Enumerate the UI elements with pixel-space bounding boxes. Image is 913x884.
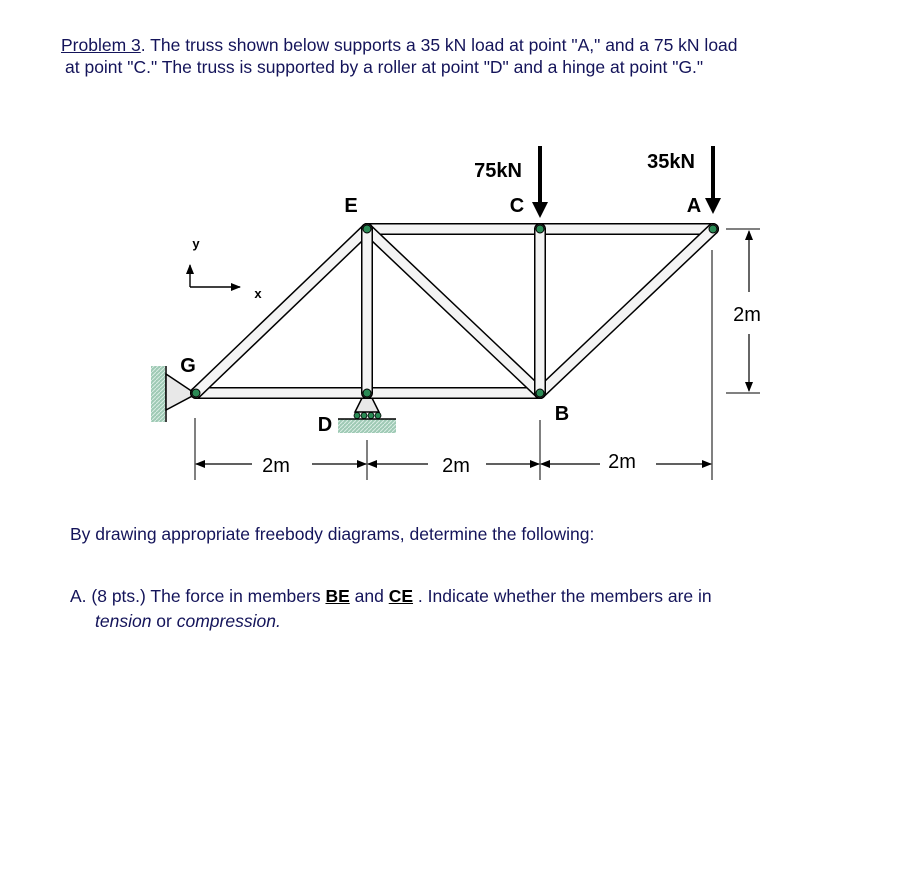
ground-hatch xyxy=(338,419,396,433)
roller-wheel xyxy=(368,413,374,419)
wall-hatch xyxy=(151,366,165,422)
node-label-b: B xyxy=(554,403,570,425)
node-label-g: G xyxy=(180,355,196,377)
pin-d xyxy=(363,389,371,397)
load-label-a: 35kN xyxy=(647,151,695,173)
pin-g xyxy=(192,389,200,397)
node-label-e: E xyxy=(344,195,358,217)
x-axis-label: x xyxy=(254,286,262,301)
pin-b xyxy=(536,389,544,397)
horizontal-dimensions xyxy=(195,250,712,480)
question-or: or xyxy=(151,611,177,631)
node-label-c: C xyxy=(509,195,525,217)
vertical-dimension xyxy=(726,229,761,393)
question-prefix: A. (8 pts.) The force in members xyxy=(70,586,326,606)
node-label-a: A xyxy=(686,195,702,217)
roller-wheel xyxy=(361,413,367,419)
roller-wheel xyxy=(354,413,360,419)
node-label-d: D xyxy=(317,414,333,436)
question-line-1 xyxy=(70,584,830,609)
roller-wheel xyxy=(375,413,381,419)
coordinate-axes xyxy=(190,236,262,301)
pin-e xyxy=(363,225,371,233)
member-ba xyxy=(540,229,713,393)
problem-line-1-text: . The truss shown below supports a 35 kN load at point "A," and a 75 kN load xyxy=(140,35,738,55)
problem-line-2: at point "C." The truss is supported by a roller at point "D" and a hinge at point "G." xyxy=(65,57,704,77)
tension-word: tension xyxy=(95,611,152,631)
height-label: 2m xyxy=(733,304,761,326)
problem-label: Problem 3 xyxy=(61,35,141,55)
pin-c xyxy=(536,225,544,233)
member-ce-label: CE xyxy=(388,586,414,606)
pin-a xyxy=(709,225,717,233)
load-arrow-c xyxy=(532,146,548,218)
question-line-2 xyxy=(70,609,830,634)
member-be xyxy=(367,229,540,393)
load-label-c: 75kN xyxy=(474,160,522,182)
dimension-label-3: 2m xyxy=(608,451,636,473)
y-axis-label: y xyxy=(192,236,200,251)
question-suffix: . Indicate whether the members are in xyxy=(413,586,712,606)
compression-word: compression. xyxy=(176,611,281,631)
question-and: and xyxy=(349,586,389,606)
dimension-label-2: 2m xyxy=(442,455,470,477)
instructions: By drawing appropriate freebody diagrams, determine the following: xyxy=(70,524,595,544)
member-be-label: BE xyxy=(325,586,350,606)
question-a xyxy=(70,584,830,634)
load-arrow-a xyxy=(705,146,721,214)
dimension-label-1: 2m xyxy=(262,455,290,477)
member-ge xyxy=(196,229,367,393)
